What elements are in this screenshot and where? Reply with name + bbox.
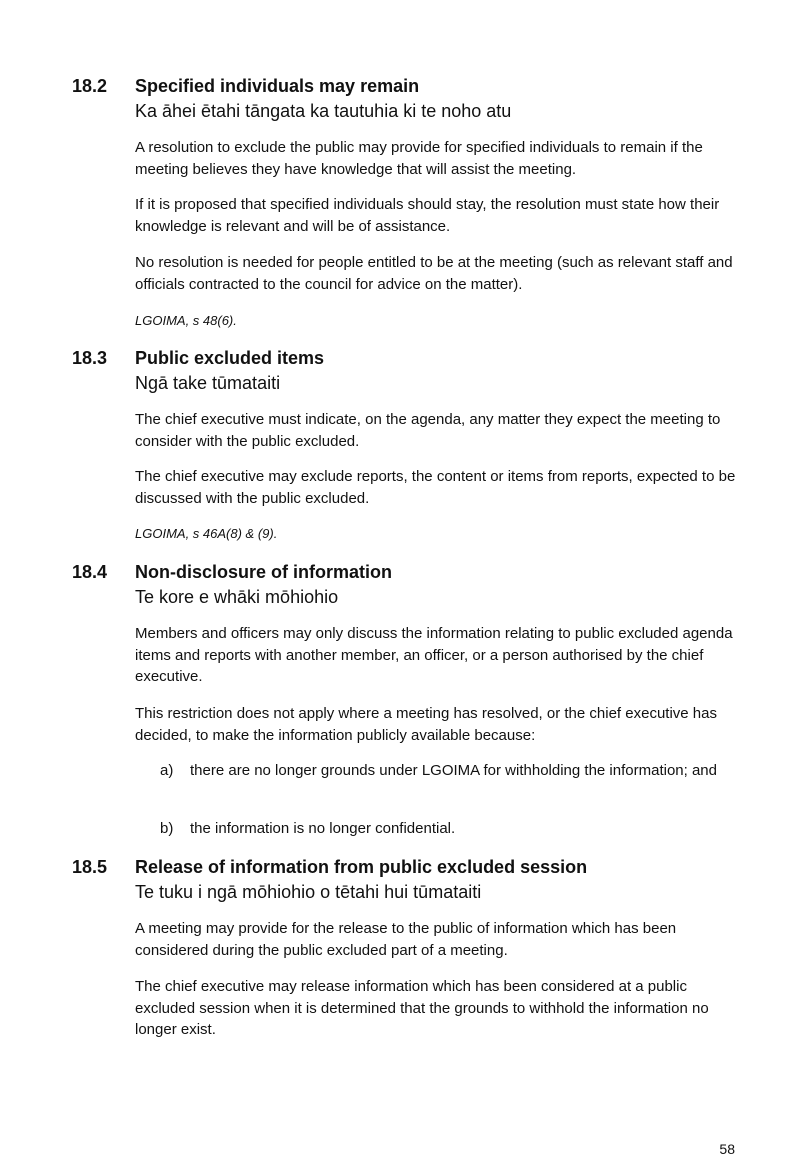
section-body: [135, 311, 741, 331]
section-subtitle: Te kore e whāki mōhiohio: [135, 587, 339, 607]
section-heading: [72, 560, 742, 610]
section-18-3: [72, 346, 742, 396]
section-heading: [72, 855, 742, 905]
section-title: Release of information from public excluded session: [135, 857, 588, 877]
paragraph: Members and officers may only discuss the information relating to public excluded agenda items and reports with another member, an officer, or a person authorised by the chief executive.: [135, 625, 733, 685]
section-title: Specified individuals may remain: [135, 76, 420, 96]
section-heading: [72, 346, 742, 396]
paragraph: If it is proposed that specified individuals should stay, the resolution must state how their knowledge is relevant and will be of assistance.: [135, 196, 720, 235]
section-body: [135, 524, 741, 544]
section-body: [135, 409, 741, 452]
paragraph: A resolution to exclude the public may provide for specified individuals to remain if the meeting believes they have knowledge that will assist the meeting.: [135, 139, 703, 178]
section-body: [135, 194, 741, 237]
citation: LGOIMA, s 46A(8) & (9).: [135, 526, 278, 541]
section-body: [135, 466, 741, 509]
section-list: [135, 818, 741, 840]
list-marker: b): [160, 820, 174, 837]
section-subtitle: Ngā take tūmataiti: [135, 373, 281, 393]
section-18-2: [72, 74, 742, 124]
citation: LGOIMA, s 48(6).: [135, 313, 237, 328]
section-subtitle: Te tuku i ngā mōhiohio o tētahi hui tūmataiti: [135, 882, 482, 902]
section-18-5: [72, 855, 742, 905]
list-item: [135, 760, 741, 782]
section-title: Public excluded items: [135, 348, 325, 368]
section-heading: [72, 74, 742, 124]
section-18-4: [72, 560, 742, 610]
paragraph: The chief executive may exclude reports, the content or items from reports, expected to be discussed with the public excluded.: [135, 468, 736, 507]
paragraph: No resolution is needed for people entitled to be at the meeting (such as relevant staff and officials contracted to the council for advice on the matter).: [135, 254, 733, 293]
section-body: [135, 137, 741, 180]
paragraph: The chief executive may release information which has been considered at a public excluded session when it is determined that the grounds to withhold the information no longer exist.: [135, 978, 709, 1038]
paragraph: A meeting may provide for the release to the public of information which has been considered during the public excluded part of a meeting.: [135, 920, 677, 959]
section-number: 18.2: [72, 76, 108, 96]
section-title: Non-disclosure of information: [135, 562, 393, 582]
section-number: 18.5: [72, 857, 108, 877]
page-number: 58: [719, 1141, 735, 1157]
section-list: [135, 760, 741, 782]
list-text: there are no longer grounds under LGOIMA for withholding the information; and: [190, 762, 717, 779]
paragraph: This restriction does not apply where a meeting has resolved, or the chief executive has decided, to make the information publicly available because:: [135, 705, 717, 744]
section-body: [135, 623, 741, 688]
section-number: 18.4: [72, 562, 108, 582]
section-subtitle: Ka āhei ētahi tāngata ka tautuhia ki te noho atu: [135, 101, 512, 121]
list-text: the information is no longer confidential.: [190, 820, 456, 837]
list-marker: a): [160, 762, 174, 779]
section-body: [135, 976, 741, 1041]
section-body: [135, 703, 741, 746]
section-body: [135, 918, 741, 961]
section-body: [135, 252, 741, 295]
paragraph: The chief executive must indicate, on the agenda, any matter they expect the meeting to consider with the public excluded.: [135, 411, 721, 450]
section-number: 18.3: [72, 348, 108, 368]
list-item: [135, 818, 741, 840]
